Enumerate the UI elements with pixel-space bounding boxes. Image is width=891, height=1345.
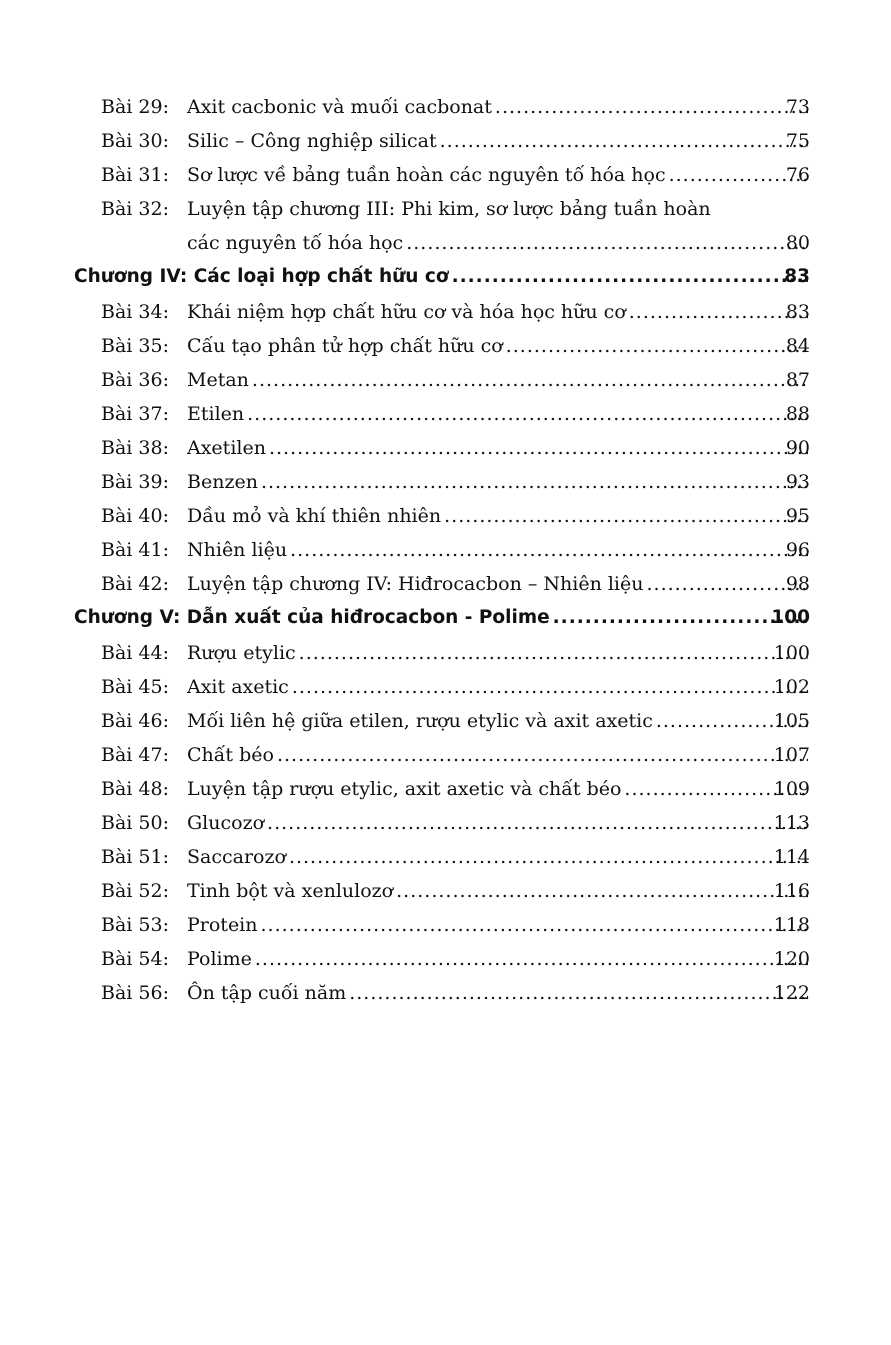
toc-entry-lesson-37[interactable]	[0, 397, 891, 431]
dot-leader	[396, 874, 808, 908]
toc-entry-lesson-46[interactable]	[0, 704, 891, 738]
lesson-title: Cấu tạo phân tử hợp chất hữu cơ	[187, 334, 503, 357]
dot-leader	[646, 567, 808, 601]
page-number: 83	[785, 300, 810, 323]
lesson-title: Nhiên liệu	[187, 539, 288, 562]
toc-entry-lesson-34[interactable]	[0, 295, 891, 329]
toc-entry-lesson-48[interactable]	[0, 772, 891, 806]
dot-leader	[269, 431, 808, 465]
page-number: 83	[784, 266, 810, 288]
lesson-title: Glucozơ	[187, 811, 265, 834]
dot-leader	[440, 124, 808, 158]
lesson-number: Bài 34:	[101, 300, 169, 323]
lesson-number: Bài 46:	[101, 709, 169, 732]
lesson-number: Bài 32:	[101, 198, 169, 221]
dot-leader	[261, 908, 809, 942]
toc-entry-lesson-47[interactable]	[0, 738, 891, 772]
page-number: 100	[771, 607, 810, 629]
lesson-title: Saccarozơ	[187, 846, 286, 869]
lesson-title: Mối liên hệ giữa etilen, rượu etylic và axit axetic	[187, 709, 653, 732]
dot-leader	[255, 942, 808, 976]
lesson-number: Bài 40:	[101, 505, 169, 528]
page-number: 88	[785, 402, 810, 425]
lesson-title: Tinh bột và xenlulozơ	[187, 880, 394, 903]
lesson-number: Bài 42:	[101, 573, 169, 596]
lesson-title: Silic – Công nghiệp silicat	[187, 130, 437, 153]
dot-leader	[267, 806, 808, 840]
page-number: 96	[785, 539, 810, 562]
dot-leader	[444, 499, 808, 533]
lesson-title: Chất béo	[187, 743, 274, 766]
page-number: 118	[773, 914, 810, 937]
dot-leader	[629, 295, 808, 329]
lesson-number: Bài 37:	[101, 402, 169, 425]
toc-entry-lesson-39[interactable]	[0, 465, 891, 499]
lesson-number: Bài 48:	[101, 777, 169, 800]
page-number: 113	[773, 811, 810, 834]
lesson-number: Bài 51:	[101, 846, 169, 869]
lesson-number: Bài 41:	[101, 539, 169, 562]
page-number: 87	[785, 368, 810, 391]
lesson-number: Bài 38:	[101, 436, 169, 459]
toc-entry-lesson-30[interactable]	[0, 124, 891, 158]
page-number: 75	[785, 130, 810, 153]
toc-entry-lesson-52[interactable]	[0, 874, 891, 908]
page-number: 80	[785, 232, 810, 255]
toc-entry-lesson-50[interactable]	[0, 806, 891, 840]
dot-leader	[299, 636, 808, 670]
page-number: 122	[773, 982, 810, 1005]
dot-leader	[277, 738, 808, 772]
chapter-title: Chương IV: Các loại hợp chất hữu cơ	[74, 266, 449, 288]
toc-entry-lesson-51[interactable]	[0, 840, 891, 874]
lesson-title: Metan	[187, 368, 249, 391]
page-number: 73	[785, 96, 810, 118]
dot-leader	[406, 226, 808, 260]
page-number: 107	[773, 743, 810, 766]
lesson-title: Benzen	[187, 471, 258, 494]
page-number: 76	[785, 164, 810, 187]
lesson-title: Sơ lược về bảng tuần hoàn các nguyên tố hóa học	[187, 164, 666, 187]
lesson-number: Bài 45:	[101, 675, 169, 698]
lesson-title: Etilen	[187, 402, 245, 425]
lesson-title: Axit axetic	[187, 675, 289, 698]
page-number: 84	[785, 334, 810, 357]
dot-leader	[292, 670, 808, 704]
toc-entry-lesson-44[interactable]	[0, 636, 891, 670]
page-number: 102	[773, 675, 810, 698]
toc-entry-lesson-42[interactable]	[0, 567, 891, 601]
toc-entry-lesson-35[interactable]	[0, 329, 891, 363]
dot-leader	[290, 533, 808, 567]
lesson-number: Bài 53:	[101, 914, 169, 937]
lesson-number: Bài 52:	[101, 880, 169, 903]
toc-entry-lesson-32-line-1[interactable]	[0, 192, 891, 226]
page-number: 100	[773, 641, 810, 664]
lesson-number: Bài 50:	[101, 811, 169, 834]
toc-entry-lesson-53[interactable]	[0, 908, 891, 942]
page-number: 120	[773, 948, 810, 971]
toc-entry-lesson-40[interactable]	[0, 499, 891, 533]
toc-entry-lesson-54[interactable]	[0, 942, 891, 976]
toc-chapter-4[interactable]	[0, 260, 891, 294]
dot-leader	[452, 260, 808, 294]
page-number: 93	[785, 471, 810, 494]
lesson-number: Bài 54:	[101, 948, 169, 971]
chapter-title: Chương V: Dẫn xuất của hiđrocacbon - Polime	[74, 607, 550, 629]
lesson-number: Bài 56:	[101, 982, 169, 1005]
lesson-number: Bài 47:	[101, 743, 169, 766]
lesson-title: Protein	[187, 914, 258, 937]
dot-leader	[495, 90, 808, 124]
lesson-number: Bài 44:	[101, 641, 169, 664]
toc-chapter-5[interactable]	[0, 601, 891, 635]
page-number: 116	[773, 880, 810, 903]
dot-leader	[252, 363, 808, 397]
toc-entry-lesson-41[interactable]	[0, 533, 891, 567]
page-number: 109	[773, 777, 810, 800]
toc-entry-lesson-29[interactable]	[0, 90, 891, 124]
toc-entry-lesson-36[interactable]	[0, 363, 891, 397]
page-number: 98	[785, 573, 810, 596]
dot-leader	[261, 465, 808, 499]
lesson-number: Bài 31:	[101, 164, 169, 187]
page-number: 95	[785, 505, 810, 528]
lesson-title: Axit cacbonic và muối cacbonat	[187, 96, 492, 118]
lesson-title: Dầu mỏ và khí thiên nhiên	[187, 505, 442, 528]
lesson-number: Bài 29:	[101, 96, 169, 118]
lesson-title-continued: các nguyên tố hóa học	[187, 232, 404, 255]
page-number: 114	[773, 846, 810, 869]
lesson-number: Bài 39:	[101, 471, 169, 494]
dot-leader	[247, 397, 808, 431]
toc-entry-lesson-56[interactable]	[0, 976, 891, 1010]
toc-entry-lesson-31[interactable]	[0, 158, 891, 192]
lesson-title: Polime	[187, 948, 252, 971]
lesson-title: Rượu etylic	[187, 641, 296, 664]
lesson-title: Khái niệm hợp chất hữu cơ và hóa học hữu cơ	[187, 300, 626, 323]
table-of-contents	[0, 90, 891, 1011]
lesson-title: Luyện tập chương IV: Hiđrocacbon – Nhiên liệu	[187, 573, 644, 596]
lesson-title: Luyện tập rượu etylic, axit axetic và chất béo	[187, 777, 622, 800]
lesson-title: Axetilen	[187, 436, 266, 459]
page-number: 105	[773, 709, 810, 732]
lesson-title: Ôn tập cuối năm	[187, 982, 347, 1005]
dot-leader	[553, 601, 808, 635]
toc-entry-lesson-32-line-2[interactable]	[0, 226, 891, 260]
lesson-number: Bài 36:	[101, 368, 169, 391]
dot-leader	[506, 329, 808, 363]
lesson-title: Luyện tập chương III: Phi kim, sơ lược bảng tuần hoàn	[187, 198, 711, 221]
toc-entry-lesson-38[interactable]	[0, 431, 891, 465]
lesson-number: Bài 30:	[101, 130, 169, 153]
lesson-number: Bài 35:	[101, 334, 169, 357]
toc-entry-lesson-45[interactable]	[0, 670, 891, 704]
dot-leader	[289, 840, 808, 874]
page-number: 90	[785, 436, 810, 459]
dot-leader	[349, 976, 808, 1010]
